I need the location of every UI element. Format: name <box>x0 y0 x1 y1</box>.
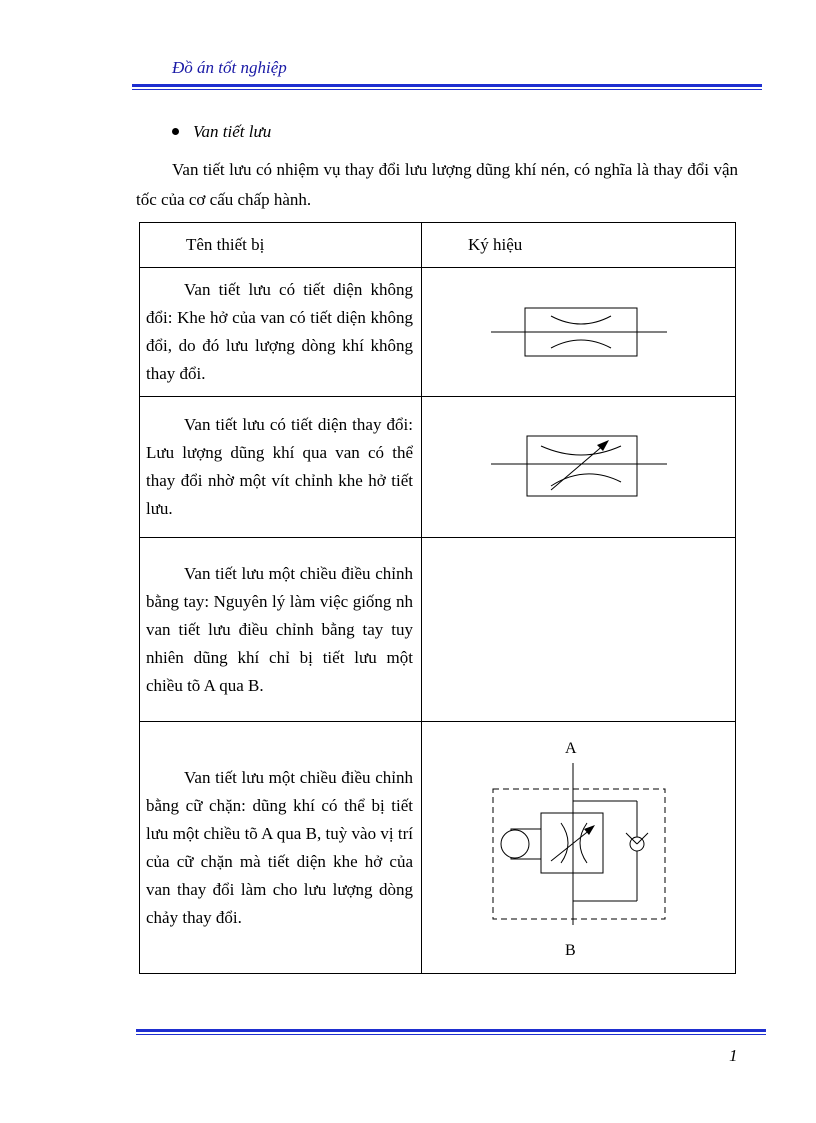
one-way-throttle-valve-with-stop-symbol <box>479 733 679 963</box>
adjustable-throttle-valve-symbol <box>489 432 669 502</box>
table-row <box>140 538 736 722</box>
section-heading: Van tiết lưu <box>193 122 272 141</box>
device-description: Van tiết lưu có tiết diện không đổi: Khe hở của van có tiết diện không đổi, do đó lưu lượng dòng khí không thay đổi. <box>140 268 422 397</box>
device-symbol-cell <box>422 722 736 974</box>
footer-rule-thin <box>136 1034 766 1035</box>
device-description: Van tiết lưu một chiều điều chỉnh bằng cữ chặn: dũng khí có thể bị tiết lưu một chiều tõ A qua B, tuỳ vào vị trí của cữ chặn mà tiết diện khe hở của van thay đổi làm cho lưu lượng dòng chảy thay đổi. <box>140 722 422 974</box>
header-rule <box>132 84 762 87</box>
device-description: Van tiết lưu có tiết diện thay đổi: Lưu lượng dũng khí qua van có thể thay đổi nhờ một vít chỉnh khe hở tiết lưu. <box>140 397 422 538</box>
device-table <box>139 222 736 974</box>
fixed-throttle-valve-symbol <box>489 302 669 362</box>
footer-rule <box>136 1029 766 1032</box>
intro-paragraph: Van tiết lưu có nhiệm vụ thay đổi lưu lượng dũng khí nén, có nghĩa là thay đổi vận tốc của cơ cấu chấp hành. <box>136 160 738 209</box>
port-b-label: B <box>564 941 576 959</box>
table-row <box>140 397 736 538</box>
header-rule-thin <box>132 89 762 90</box>
page-number: 1 <box>729 1046 738 1065</box>
device-symbol-cell <box>422 397 736 538</box>
device-symbol-cell <box>422 268 736 397</box>
section-bullet <box>172 122 271 142</box>
device-description: Van tiết lưu một chiều điều chỉnh bằng tay: Nguyên lý làm việc giống nh van tiết lưu điều chỉnh bằng tay tuy nhiên dũng khí chỉ bị tiết lưu một chiều tõ A qua B. <box>140 538 422 722</box>
column-header-symbol: Ký hiệu <box>422 223 736 268</box>
device-symbol-cell <box>422 538 736 722</box>
port-a-label: A <box>564 739 577 757</box>
column-header-name: Tên thiết bị <box>140 223 422 268</box>
table-header-row <box>140 223 736 268</box>
table-row <box>140 268 736 397</box>
bullet-icon <box>172 128 179 135</box>
table-row <box>140 722 736 974</box>
page-header-title: Đồ án tốt nghiệp <box>172 58 287 77</box>
